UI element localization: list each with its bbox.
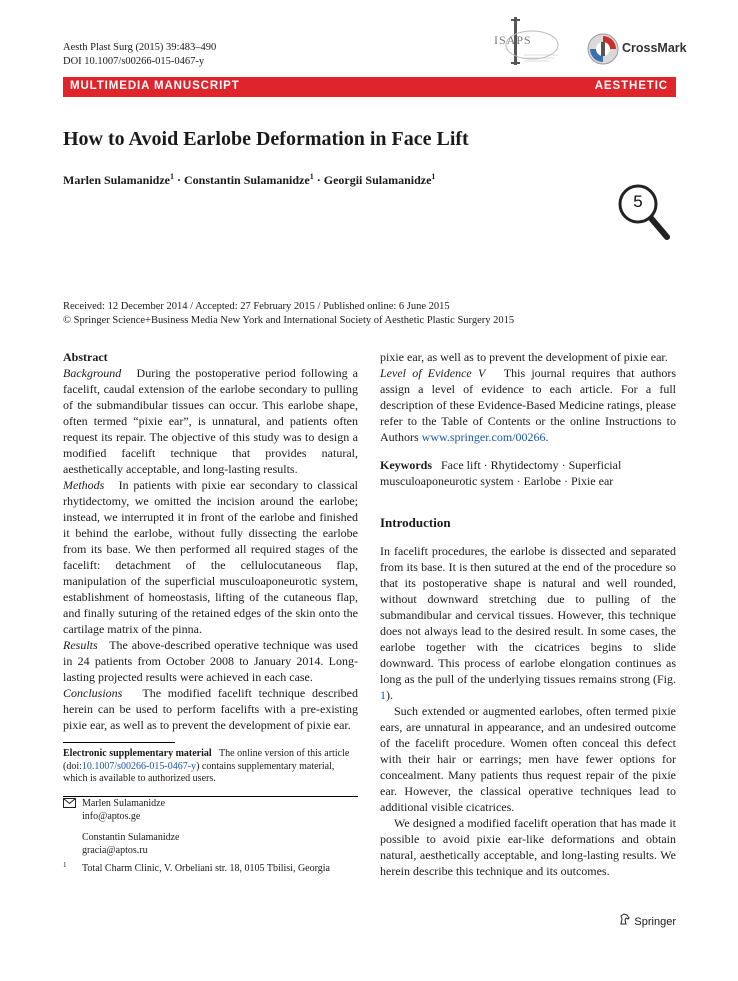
springer-instructions-link[interactable]: www.springer.com/00266 <box>421 430 546 444</box>
esm-label: Electronic supplementary material <box>63 748 212 759</box>
correspondence-block <box>63 797 358 857</box>
banner-right-label: AESTHETIC <box>594 80 668 92</box>
esm-text: The online version of this article (doi: <box>63 748 350 772</box>
methods-label: Methods <box>63 478 105 492</box>
conclusions-text: The modified facelift technique described herein can be used to perform facelifts with a pre-existing pixie ear, as well as to prevent the development of pixie ear. <box>63 686 358 732</box>
author-affiliation-mark: 1 <box>309 172 314 181</box>
footnote-divider <box>63 742 175 743</box>
crossmark-label[interactable]: CrossMark <box>622 41 687 55</box>
publication-dates <box>63 300 514 328</box>
author-list: Marlen Sulamanidze$^1$ · Constantin Sulamanidze$^1$ · Georgii Sulamanidze$^1$ <box>63 172 436 187</box>
banner-left-label: MULTIMEDIA MANUSCRIPT <box>70 80 240 92</box>
isaps-logo-text: ISAPS <box>494 33 532 47</box>
background-label: Background <box>63 366 122 380</box>
publisher-footer <box>619 913 676 928</box>
methods-text: In patients with pixie ear secondary to classical rhytidectomy, we omitted the incision around the earlobe; instead, we interrupted it in front of the earlobe and finished it behind the earlobe, without fully dissecting the earlobe from its base. We then performed all required stages of the facelift: detachment of the cellulocutaneous flap, manipulation of the superficial musculoaponeurotic system, establishment of homeostasis, lifting of the cutaneous flap, and finally suturing of the retained edges of the skin onto the cartilage matrix of the pinna. <box>63 478 359 636</box>
correspondence-email[interactable]: info@aptos.ge <box>82 811 141 822</box>
envelope-icon <box>63 798 76 812</box>
article-title: How to Avoid Earlobe Deformation in Face Lift <box>63 128 469 150</box>
background-text: During the postoperative period following a facelift, caudal extension of the earlobe secondary to pulling of the submandibular tissues can occur. This earlobe shape, often termed “pixie ear”, is unnatural, and patients often request its repair. The objective of this study was to design a modified facelift technique that provides natural, aesthetically acceptable, and long-lasting results. <box>63 366 358 476</box>
supplementary-material-note <box>63 748 358 797</box>
publisher-name: Springer <box>634 916 676 928</box>
evidence-level-badge <box>617 183 673 241</box>
evidence-level-number: 5 <box>633 192 643 211</box>
abstract-heading: Abstract <box>63 350 108 364</box>
introduction-heading: Introduction <box>380 515 451 530</box>
affiliation-text: Total Charm Clinic, V. Orbeliani str. 18, 0105 Tbilisi, Georgia <box>82 863 330 874</box>
intro-p1-text: In facelift procedures, the earlobe is dissected and separated from its base. It is then sutured at the end of the procedure so that its postoperative shape is natural and well rounded, without downward stretching due to pulling of the submandibular and cervical tissues. However, this technique does not always lead to the desired result. In some cases, the earlobe together with the cicatrices begins to slide downward. This process of earlobe elongation continues as long as the pull of the underlying tissues remains strong (Fig. <box>380 544 676 686</box>
journal-citation: Aesth Plast Surg (2015) 39:483–490 <box>63 42 217 53</box>
esm-text-end: ) contains supplementary material, which is available to authorized users. <box>63 760 335 784</box>
author-affiliation-mark: 1 <box>170 172 174 181</box>
conclusions-label: Conclusions <box>63 686 123 700</box>
author-name: Constantin Sulamanidze <box>184 173 310 187</box>
intro-p1-end: ). <box>386 688 393 702</box>
right-column <box>380 349 676 879</box>
received-accepted-published: Received: 12 December 2014 / Accepted: 27 February 2015 / Published online: 6 June 2015 <box>63 301 450 312</box>
level-of-evidence-label: Level of Evidence V <box>380 366 486 380</box>
figure-1-link[interactable]: 1 <box>380 688 386 702</box>
level-of-evidence-text: This journal requires that authors assign a level of evidence to each article. For a full description of these Evidence-Based Medicine ratings, please refer to the Table of Contents or the online Instructions to Authors <box>380 366 676 444</box>
abstract-section <box>63 349 358 733</box>
results-label: Results <box>63 638 98 652</box>
conclusions-continued: pixie ear, as well as to prevent the development of pixie ear. <box>380 350 668 364</box>
introduction-paragraph-3: We designed a modified facelift operation that has made it possible to avoid pixie ear-like deformations and obtain natural, aesthetically acceptable, and long-lasting results. We herein describe this technique and its outcomes. <box>380 816 676 878</box>
introduction-paragraph-1 <box>380 543 676 703</box>
author-name: Georgii Sulamanidze <box>323 173 432 187</box>
author-affiliation-mark: 1 <box>431 172 436 181</box>
keywords-text: Face lift · Rhytidectomy · Superficial musculoaponeurotic system · Earlobe · Pixie ear <box>380 458 622 488</box>
keywords-label: Keywords <box>380 458 432 472</box>
correspondence-name: Marlen Sulamanidze <box>82 798 166 809</box>
article-type-banner <box>63 77 676 97</box>
copyright-line: © Springer Science+Business Media New York and International Society of Aesthetic Plastic Surgery 2015 <box>63 315 515 326</box>
introduction-paragraph-2: Such extended or augmented earlobes, often termed pixie ears, are unnatural in appearance, and an undesired outcome of the facelift procedure. Women often conceal this defect with their hair or earrings; men have fewer options for concealment. Many patients thus request repair of the pixie ear. However, the classical operative techniques lead to additional visible cicatrices. <box>380 704 676 814</box>
correspondence-name: Constantin Sulamanidze <box>82 832 180 843</box>
springer-horse-icon <box>619 916 634 928</box>
isaps-logo <box>492 17 564 67</box>
esm-doi-link[interactable]: 10.1007/s00266-015-0467-y <box>81 760 197 772</box>
correspondence-email[interactable]: gracia@aptos.ru <box>82 845 148 856</box>
results-text: The above-described operative technique was used in 24 patients from October 2008 to January 2014. Long-lasting projected results were achieved in each case. <box>63 638 358 684</box>
crossmark-icon[interactable] <box>587 33 619 65</box>
affiliation-footnote <box>63 862 358 875</box>
affiliation-number: 1 <box>63 861 67 869</box>
period: . <box>545 430 549 444</box>
doi-line: DOI 10.1007/s00266-015-0467-y <box>63 56 205 67</box>
author-name: Marlen Sulamanidze <box>63 173 170 187</box>
